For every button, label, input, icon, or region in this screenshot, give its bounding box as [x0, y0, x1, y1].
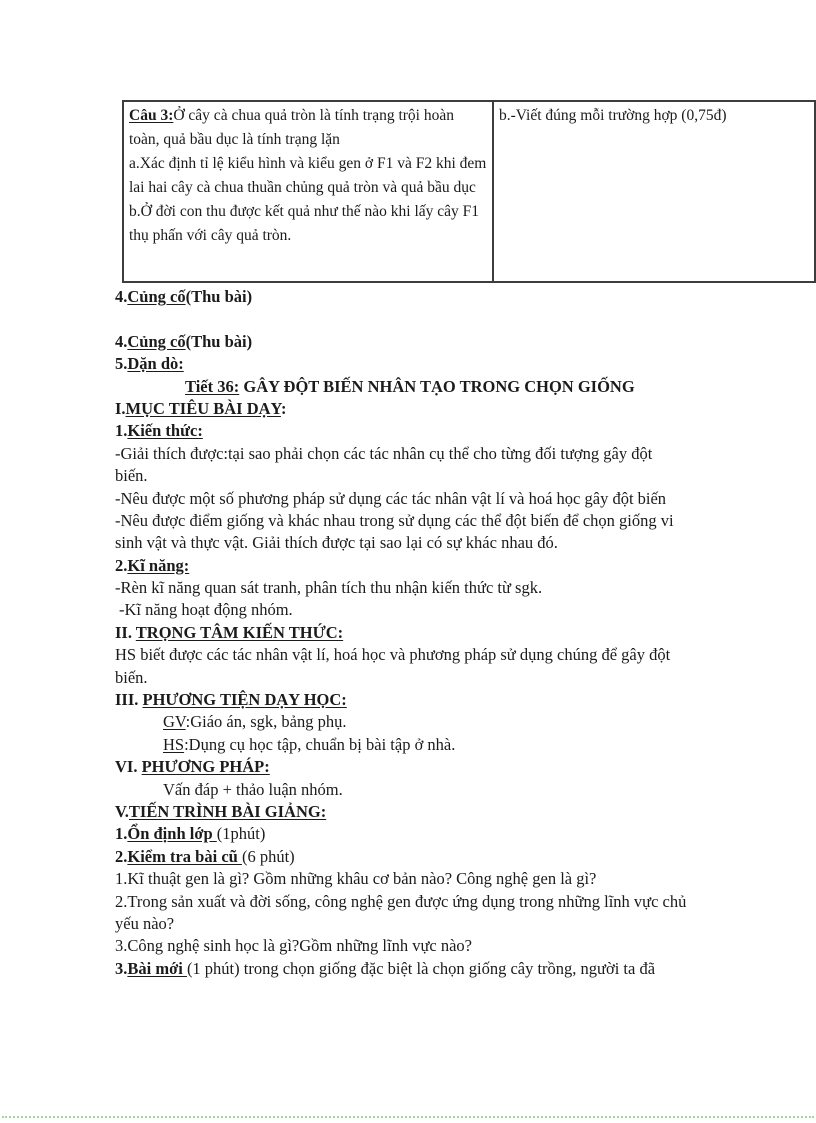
text-line — [115, 689, 795, 711]
text-segment: 1. — [115, 421, 128, 441]
text-line — [115, 376, 795, 398]
question-cell — [123, 101, 493, 282]
text-segment: PHƯƠNG PHÁP: — [141, 757, 270, 777]
text-segment: (Thu bài) — [185, 287, 253, 306]
text-line — [115, 532, 795, 554]
text-segment: PHƯƠNG TIỆN DẠY HỌC: — [142, 690, 347, 710]
question-paragraph — [129, 152, 487, 200]
question-paragraph — [129, 200, 487, 248]
text-line — [115, 734, 795, 756]
text-segment: biến. — [115, 466, 148, 486]
text-segment: -Rèn kĩ năng quan sát tranh, phân tích thu nhận kiến thức từ sgk. — [115, 578, 543, 598]
text-line — [115, 644, 795, 666]
text-line — [115, 891, 795, 913]
text-line — [115, 510, 795, 532]
text-segment: -Kĩ năng hoạt động nhóm. — [119, 600, 293, 620]
text-line — [115, 398, 795, 420]
text-segment: 3.Công nghệ sinh học là gì?Gồm những lĩnh vực nào? — [115, 936, 472, 956]
text-segment: Câu 3: — [129, 107, 174, 124]
text-line — [115, 465, 795, 487]
text-segment: b.-Viết đúng mỗi trường hợp (0,75đ) — [499, 107, 727, 124]
text-line — [115, 779, 795, 801]
text-segment: Ổn định lớp — [127, 824, 217, 844]
text-segment: TRỌNG TÂM KIẾN THỨC: — [135, 622, 344, 642]
text-segment: VI. — [115, 757, 142, 777]
text-segment: 2. — [115, 555, 128, 575]
text-segment: III. — [115, 690, 143, 710]
text-segment: a.Xác định tỉ lệ kiểu hình và kiểu gen ở F1 và F2 khi đem lai hai cây cà chua thuần chủng quả tròn và quả bầu dục — [129, 155, 487, 196]
text-segment: :Giáo án, sgk, bảng phụ. — [185, 712, 347, 732]
text-segment: HS biết được các tác nhân vật lí, hoá học và phương pháp sử dụng chúng để gây đột — [115, 645, 671, 665]
text-segment: sinh vật và thực vật. Giải thích được tại sao lại có sự khác nhau đó. — [115, 533, 558, 553]
text-segment: Củng cố — [127, 331, 186, 351]
text-segment: biến. — [115, 667, 148, 687]
text-line — [115, 308, 795, 330]
text-segment: Củng cố — [127, 287, 186, 306]
page-footer-rule — [2, 1116, 814, 1118]
text-line — [115, 667, 795, 689]
text-segment: (Thu bài) — [185, 331, 253, 351]
text-line — [115, 353, 795, 375]
text-line — [115, 801, 795, 823]
text-segment: GV — [163, 712, 186, 732]
table-row — [123, 101, 815, 282]
text-segment: -Giải thích được:tại sao phải chọn các tác nhân cụ thể cho từng đối tượng gây đột — [115, 443, 653, 463]
text-line — [115, 488, 795, 510]
text-segment: 2.Trong sản xuất và đời sống, công nghệ gen được ứng dụng trong những lĩnh vực chủ — [115, 891, 687, 911]
text-line — [115, 958, 795, 980]
answer-paragraph — [499, 104, 809, 128]
text-segment: -Nêu được điểm giống và khác nhau trong sử dụng các thể đột biến để chọn giống vi — [115, 510, 674, 530]
text-line — [115, 868, 795, 890]
text-line — [115, 286, 795, 308]
text-segment: II. — [115, 622, 136, 642]
document-body — [115, 286, 795, 980]
text-segment: I. — [115, 398, 126, 418]
text-segment: Tiết 36: — [185, 376, 240, 396]
text-segment: 4. — [115, 287, 128, 306]
question-paragraph — [129, 104, 487, 152]
text-line — [115, 756, 795, 778]
text-segment: yếu nào? — [115, 913, 175, 933]
text-segment: :Dụng cụ học tập, chuẩn bị bài tập ở nhà. — [184, 734, 456, 754]
text-line — [115, 711, 795, 733]
text-segment: Bài mới — [127, 958, 187, 978]
text-segment: (1phút) — [216, 824, 266, 844]
text-segment: HS — [163, 734, 185, 754]
text-segment: 1. — [115, 824, 128, 844]
text-segment: TIẾN TRÌNH BÀI GIẢNG: — [128, 801, 327, 821]
question-table-body — [123, 101, 815, 282]
text-line — [115, 331, 795, 353]
text-line — [115, 599, 795, 621]
answer-cell — [493, 101, 815, 282]
text-segment: 2. — [115, 846, 128, 866]
text-segment: 4. — [115, 331, 128, 351]
text-segment: (6 phút) — [241, 846, 295, 866]
text-segment: 1.Kĩ thuật gen là gì? Gồm những khâu cơ bản nào? Công nghệ gen là gì? — [115, 869, 597, 889]
text-segment: Ở cây cà chua quả tròn là tính trạng trội hoàn toàn, quả bầu dục là tính trạng lặn — [129, 107, 454, 148]
text-line — [115, 913, 795, 935]
text-segment: -Nêu được một số phương pháp sử dụng các tác nhân vật lí và hoá học gây đột biến — [115, 488, 667, 508]
text-segment: b.Ở đời con thu được kết quả như thế nào khi lấy cây F1 thụ phấn với cây quả tròn. — [129, 203, 480, 244]
text-segment: 5. — [115, 354, 128, 374]
text-segment: Dặn dò: — [127, 354, 184, 374]
text-line — [115, 823, 795, 845]
text-line — [115, 420, 795, 442]
text-segment: MỤC TIÊU BÀI DẠY — [125, 398, 281, 418]
text-segment: 3. — [115, 958, 128, 978]
text-segment: : — [280, 398, 287, 418]
text-line — [115, 935, 795, 957]
text-line — [115, 846, 795, 868]
text-segment: Kĩ năng: — [127, 555, 190, 575]
text-line — [115, 577, 795, 599]
text-line — [115, 555, 795, 577]
text-segment: V. — [115, 801, 129, 821]
text-segment: Vấn đáp + thảo luận nhóm. — [163, 779, 343, 799]
question-table — [122, 100, 816, 283]
text-segment: Kiến thức: — [127, 421, 203, 441]
text-segment: Kiểm tra bài cũ — [127, 846, 242, 866]
text-segment: GÂY ĐỘT BIẾN NHÂN TẠO TRONG CHỌN GIỐNG — [239, 376, 635, 396]
text-segment: (1 phút) trong chọn giống đặc biệt là chọn giống cây trồng, người ta đã — [186, 958, 656, 978]
text-line — [115, 443, 795, 465]
text-line — [115, 622, 795, 644]
